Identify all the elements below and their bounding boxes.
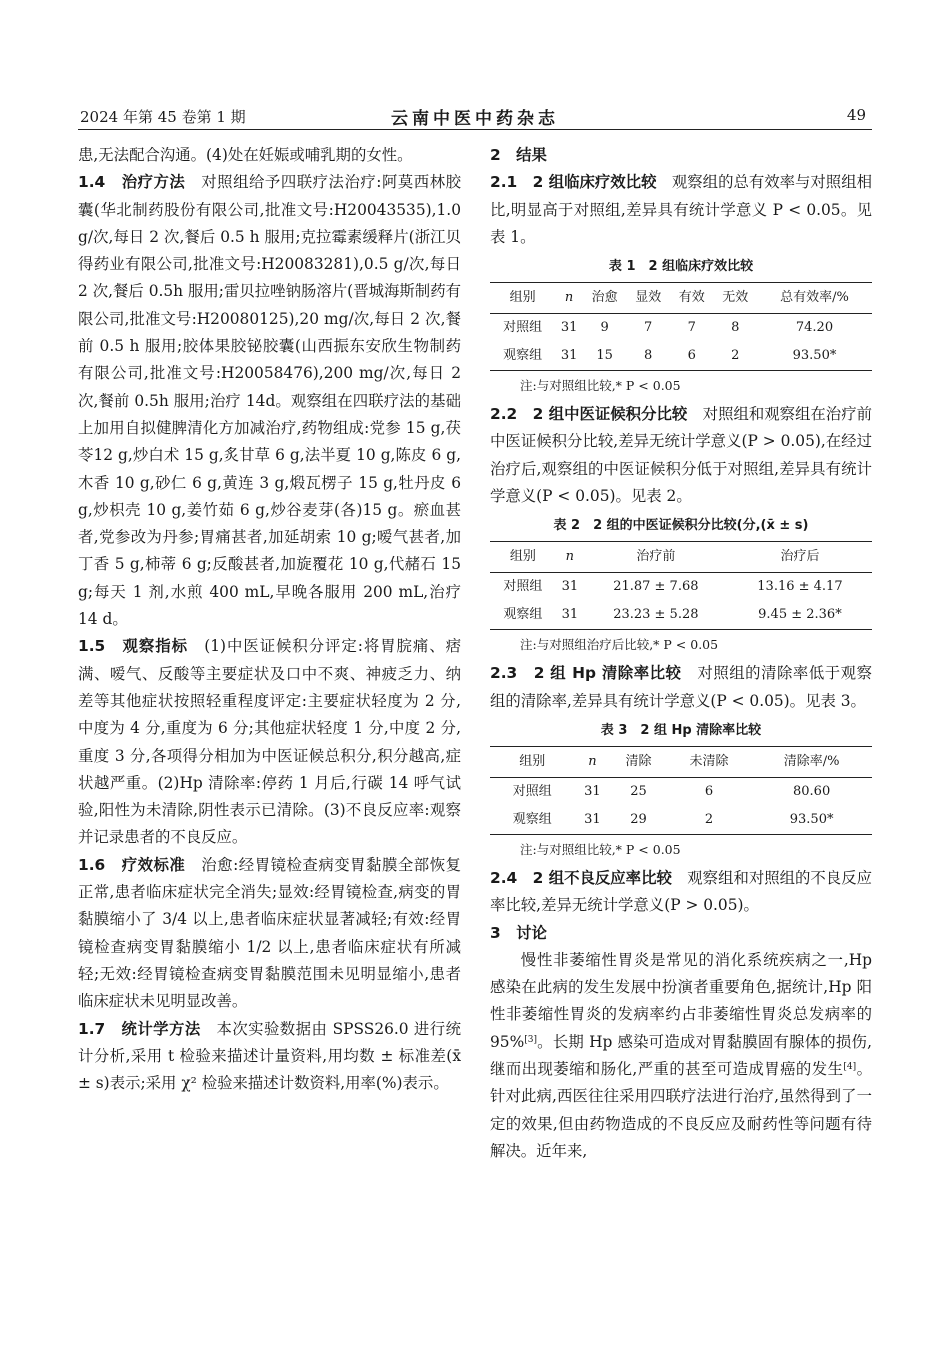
section-1-4-text: 对照组给予四联疗法治疗:阿莫西林胶囊(华北制药股份有限公司,批准文号:H20043535),1.0 g/次,每日 2 次,餐后 0.5 h 服用;克拉霉素缓释片(浙江贝得药业有限公司,批准文号:H20083281),0.5 g/次,每日 2 次,餐后 0.5h 服用;雷贝拉唑钠肠溶片(晋城海斯制药有限公司,批准文号:H20080125),20 mg/次,每日 2 次,餐前 0.5 h 服用;胶体果胶铋胶囊(山西振东安欣生物制药有限公司,批准文号:H20058476),200 mg/次,每日 2 次,餐前 0.5h 服用;治疗 14d。观察组在四联疗法的基础上加用自拟健脾清化方加减治疗,药物组成:党参 15 g,茯苓12 g,炒白术 15 g,炙甘草 6 g,法半夏 10 g,陈皮 6 g,木香 10 g,砂仁 6 g,黄连 3 g,煅瓦楞子 15 g,牡丹皮 6 g,炒枳壳 10 g,姜竹茹 6 g,炒谷麦芽(各)15 g。瘀血甚者,党参改为丹参;胃痛甚者,加延胡索 10 g;嗳气甚者,加丁香 5 g,柿蒂 6 g;反酸甚者,加旋覆花 10 g,代赭石 15 g;每天 1 剂,水煎 400 mL,早晚各服用 200 mL,治疗 14 d。: [78, 173, 462, 629]
table-cell: 93.50*: [792, 348, 837, 364]
table-row: [490, 573, 872, 602]
section-2-1-text: 观察组的总有效率与对照组相比,明显高于对照组,差异具有统计学意义 P < 0.05。见表 1。: [490, 173, 872, 246]
table-cell: 对照组: [512, 783, 552, 799]
table-1-caption: 表 1 2 组临床疗效比较: [608, 259, 754, 275]
table-cell: 31: [561, 607, 579, 623]
section-2-3-title: 2.3 2 组 Hp 清除率比较: [490, 664, 682, 683]
section-2-3-text: 对照组的清除率低于观察组的清除率,差异具有统计学意义(P < 0.05)。见表 3。: [490, 664, 872, 710]
table-row: [490, 601, 872, 630]
section-2-1-title: 2.1 2 组临床疗效比较: [490, 173, 657, 192]
section-2-1: [490, 169, 872, 251]
table-header: 组别: [490, 542, 556, 573]
table-cell: 观察组: [512, 811, 552, 827]
section-1-7-text: 本次实验数据由 SPSS26.0 进行统计分析,采用 t 检验来描述计量资料,用均数 ± 标准差(x̄ ± s)表示;采用 χ² 检验来描述计数资料,用率(%)表示。: [78, 1019, 461, 1093]
section-1-5: [78, 633, 461, 851]
table-cell: 9: [600, 320, 609, 336]
table-cell: 74.20: [795, 320, 834, 336]
table-header: 治疗后: [728, 542, 872, 573]
section-2-4: [490, 865, 872, 920]
table-2-caption: 表 2 2 组的中医证候积分比较(分,(x̄ ± s): [553, 518, 809, 534]
table-header: 无效: [713, 283, 757, 314]
section-1-5-text: (1)中医证候积分评定:将胃脘痛、痞满、嗳气、反酸等主要症状及口中不爽、神疲乏力、纳差等其他症状按照轻重程度评定:主要症状轻度为 2 分,中度为 4 分,重度为 6 分;其他症状轻度 1 分,中度 2 分,重度 3 分,各项得分相加为中医证候总积分,积分越高,症状越严重。(2)Hp 清除率:停药 1 月后,行碳 14 呼气试验,阳性为未清除,阴性表示已清除。(3)不良反应率:观察并记录患者的不良反应。: [78, 637, 461, 847]
table-cell: 31: [584, 811, 601, 827]
paragraph-continuation: 患,无法配合沟通。(4)处在妊娠或哺乳期的女性。: [78, 146, 413, 164]
table-header: 清除: [610, 746, 666, 777]
discussion-text-c: 。针对此病,西医往往采用四联疗法进行治疗,虽然得到了一定的效果,但由药物造成的不良反应及耐药性等问题有待解决。近年来,: [490, 1060, 872, 1160]
right-column: [490, 142, 872, 1165]
left-column: [78, 142, 461, 1097]
table-cell: 观察组: [503, 607, 543, 623]
section-1-4-title: 1.4 治疗方法: [78, 173, 186, 192]
table-header: n: [575, 746, 611, 777]
table-cell: 31: [560, 320, 578, 336]
table-cell: 9.45 ± 2.36*: [758, 607, 842, 623]
section-3-title: 3 讨论: [490, 923, 547, 942]
table-cell: 观察组: [503, 348, 543, 364]
section-2-title: 2 结果: [490, 146, 547, 164]
table-header: 治愈: [583, 283, 627, 314]
table-cell: 7: [687, 320, 696, 336]
table-cell: 对照组: [503, 320, 543, 336]
page-header: [78, 104, 872, 130]
section-1-4: [78, 169, 461, 633]
table-cell: 2: [731, 348, 740, 364]
table-cell: 13.16 ± 4.17: [757, 579, 843, 595]
table-1: [490, 282, 872, 371]
section-1-6-title: 1.6 疗效标准: [78, 855, 186, 874]
table-3-caption: 表 3 2 组 Hp 清除率比较: [600, 722, 762, 738]
table-header: n: [556, 542, 584, 573]
table-2-note: 注:与对照组治疗后比较,* P < 0.05: [520, 637, 719, 653]
table-cell: 29: [630, 811, 647, 827]
section-2-4-text: 观察组和对照组的不良反应率比较,差异无统计学意义(P > 0.05)。: [490, 868, 872, 915]
section-2-2-text: 对照组和观察组在治疗前中医证候积分比较,差异无统计学意义(P > 0.05),在经过治疗后,观察组的中医证候积分低于对照组,差异具有统计学意义(P < 0.05)。见表 2。: [490, 405, 872, 506]
table-header: 显效: [626, 283, 670, 314]
table-row: [490, 777, 872, 806]
table-cell: 6: [704, 783, 714, 799]
table-1-note: 注:与对照组比较,* P < 0.05: [520, 378, 681, 394]
section-1-7: [78, 1016, 461, 1098]
table-cell: 31: [560, 348, 578, 364]
table-cell: 80.60: [793, 783, 831, 799]
page-number: 49: [846, 106, 866, 124]
citation-3: [3]: [524, 1034, 537, 1045]
table-cell: 31: [561, 579, 579, 595]
table-cell: 8: [731, 320, 740, 336]
table-cell: 15: [596, 348, 613, 364]
table-row: [490, 314, 872, 343]
journal-title: 云南中医中药杂志: [391, 109, 559, 129]
table-cell: 7: [644, 320, 653, 336]
section-1-5-title: 1.5 观察指标: [78, 637, 188, 656]
table-header: 组别: [490, 746, 575, 777]
table-cell: 21.87 ± 7.68: [613, 579, 699, 595]
discussion-text-b: 。长期 Hp 感染可造成对胃黏膜固有腺体的损伤,继而出现萎缩和肠化,严重的甚至可造成胃癌的发生: [490, 1032, 872, 1079]
section-1-6: [78, 852, 461, 1016]
table-header: 治疗前: [584, 542, 728, 573]
section-1-6-text: 治愈:经胃镜检查病变胃黏膜全部恢复正常,患者临床症状完全消失;显效:经胃镜检查,病变的胃黏膜缩小了 3/4 以上,患者临床症状显著减轻;有效:经胃镜检查病变胃黏膜缩小 1/2 以上,患者临床症状有所减轻;无效:经胃镜检查病变胃黏膜范围未见明显缩小,患者临床症状未见明显改善。: [78, 855, 462, 1011]
section-2-4-title: 2.4 2 组不良反应率比较: [490, 868, 672, 887]
table-cell: 25: [630, 783, 647, 799]
section-1-7-title: 1.7 统计学方法: [78, 1019, 201, 1038]
table-3: [490, 746, 872, 835]
table-header: 未清除: [667, 746, 752, 777]
table-header: 清除率/%: [751, 746, 872, 777]
table-row: [490, 342, 872, 371]
table-cell: 31: [584, 783, 601, 799]
table-2: [490, 541, 872, 630]
table-cell: 23.23 ± 5.28: [613, 607, 699, 623]
table-cell: 2: [704, 811, 714, 827]
table-header: 组别: [490, 283, 555, 314]
table-row: [490, 806, 872, 835]
table-cell: 93.50*: [789, 811, 834, 827]
journal-issue: 2024 年第 45 卷第 1 期: [80, 108, 246, 126]
table-cell: 6: [687, 348, 696, 364]
section-2-3: [490, 660, 872, 715]
discussion-text-a: 慢性非萎缩性胃炎是常见的消化系统疾病之一,Hp 感染在此病的发生发展中扮演者重要角色,据统计,Hp 阳性非萎缩性胃炎的发病率约占非萎缩性胃炎总发病率的 95%: [490, 950, 872, 1051]
section-2-2: [490, 401, 872, 510]
section-3-text: [490, 947, 872, 1165]
table-cell: 对照组: [503, 579, 543, 595]
table-header: 总有效率/%: [757, 283, 872, 314]
section-2-2-title: 2.2 2 组中医证候积分比较: [490, 405, 688, 424]
table-cell: 8: [644, 348, 653, 364]
table-3-note: 注:与对照组比较,* P < 0.05: [520, 841, 681, 857]
table-header: 有效: [670, 283, 714, 314]
table-header: n: [555, 283, 583, 314]
citation-4: [4]: [843, 1062, 857, 1073]
